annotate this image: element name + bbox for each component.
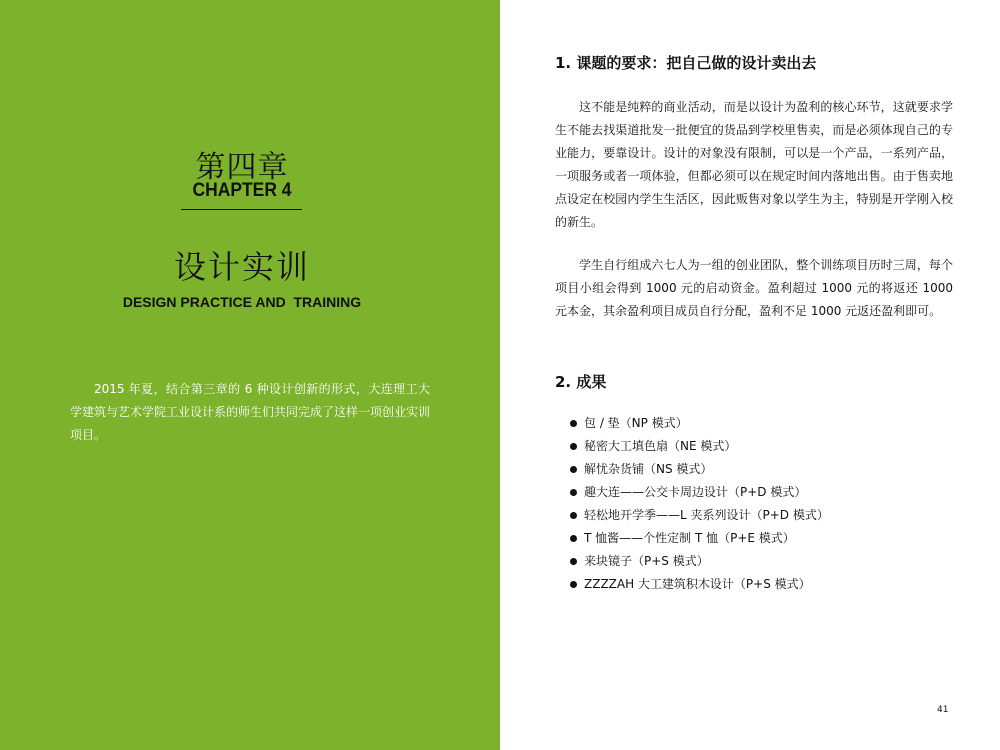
results-list (570, 412, 829, 596)
list-item (570, 550, 829, 573)
chapter-divider (181, 209, 302, 210)
section-title: 设计实训 (173, 248, 310, 286)
list-item (570, 481, 829, 504)
list-item-label: ZZZZAH 大工建筑积木设计（P+S 模式） (584, 577, 811, 591)
heading-results: 2. 成果 (555, 373, 607, 391)
list-item (570, 435, 829, 458)
bullet-icon (570, 558, 577, 565)
paragraph-requirements: 这不能是纯粹的商业活动，而是以设计为盈利的核心环节，这就要求学生不能去找渠道批发一批便宜的货品到学校里售卖，而是必须体现自己的专业能力，要靠设计。设计的对象没有限制，可以是一个产品，一系列产品，一项服务或者一项体验，但都必须可以在规定时间内落地出售。由于售卖地点设定在校园内学生生活区，因此贩售对象以学生为主，特别是开学刚入校的新生。 (555, 100, 953, 229)
list-item-label: 来块镜子（P+S 模式） (584, 554, 709, 568)
heading-requirements: 1. 课题的要求：把自己做的设计卖出去 (555, 54, 817, 72)
list-item-label: 轻松地开学季——L 夹系列设计（P+D 模式） (584, 508, 829, 522)
list-item (570, 412, 829, 435)
page-number: 41 (937, 705, 949, 715)
bullet-icon (570, 489, 577, 496)
list-item (570, 527, 829, 550)
list-item-label: T 恤酱——个性定制 T 恤（P+E 模式） (584, 531, 795, 545)
bullet-icon (570, 512, 577, 519)
list-item-label: 解忧杂货铺（NS 模式） (584, 462, 713, 476)
list-item (570, 573, 829, 596)
intro-paragraph: 2015 年夏，结合第三章的 6 种设计创新的形式，大连理工大学建筑与艺术学院工业设计系的师生们共同完成了这样一项创业实训项目。 (70, 382, 431, 442)
list-item (570, 458, 829, 481)
bullet-icon (570, 581, 577, 588)
bullet-icon (570, 443, 577, 450)
list-item-label: 包 / 垫（NP 模式） (584, 416, 688, 430)
bullet-icon (570, 466, 577, 473)
list-item-label: 趣大连——公交卡周边设计（P+D 模式） (584, 485, 807, 499)
list-item (570, 504, 829, 527)
chapter-title-cn: 第四章 (195, 150, 289, 185)
list-item-label: 秘密大工填色扇（NE 模式） (584, 439, 737, 453)
section-subtitle: DESIGN PRACTICE AND TRAINING (122, 294, 362, 310)
paragraph-team: 学生自行组成六七人为一组的创业团队，整个训练项目历时三周，每个项目小组会得到 1000 元的启动资金。盈利超过 1000 元的将返还 1000 元本金，其余盈利项目成员自行分配，盈利不足 1000 元返还盈利即可。 (555, 258, 953, 318)
bullet-icon (570, 420, 577, 427)
bullet-icon (570, 535, 577, 542)
chapter-title-en: CHAPTER 4 (192, 180, 292, 201)
